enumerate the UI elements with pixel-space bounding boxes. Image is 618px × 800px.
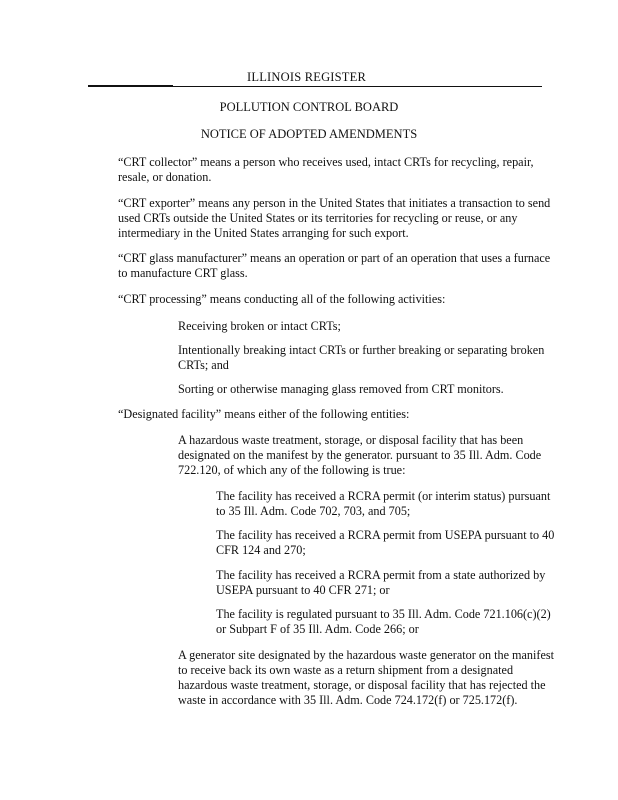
definition-crt-exporter: “CRT exporter” means any person in the United States that initiates a transaction to send used CRTs outside the United States or its territories for recycling or reuse, or any intermediary in the United States arranging for such export. [118,196,551,240]
designated-facility-entity-a: A hazardous waste treatment, storage, or disposal facility that has been designated on the manifest by the generator. pursuant to 35 Ill. Adm. Code 722.120, of which any of the following is true: [178,433,542,477]
list-item: Intentionally breaking intact CRTs or further breaking or separating broken CRTs; and [178,343,545,372]
register-title: ILLINOIS REGISTER [247,70,367,84]
list-item: Sorting or otherwise managing glass removed from CRT monitors. [178,382,504,396]
list-item: The facility is regulated pursuant to 35 Ill. Adm. Code 721.106(c)(2) or Subpart F of 35 Ill. Adm. Code 266; or [216,607,551,636]
definition-crt-collector: “CRT collector” means a person who receives used, intact CRTs for recycling, repair, resale, or donation. [118,155,534,184]
notice-heading: NOTICE OF ADOPTED AMENDMENTS [200,127,418,141]
list-item: The facility has received a RCRA permit from a state authorized by USEPA pursuant to 40 CFR 271; or [216,568,546,597]
list-item: Receiving broken or intact CRTs; [178,319,341,333]
designated-facility-entity-b: A generator site designated by the hazardous waste generator on the manifest to receive back its own waste as a return shipment from a designated hazardous waste treatment, storage, or disposal facility that has rejected the waste in accordance with 35 Ill. Adm. Code 724.172(f) or 725.172(f). [178,648,554,707]
register-header [0,70,618,94]
list-item: The facility has received a RCRA permit (or interim status) pursuant to 35 Ill. Adm. Code 702, 703, and 705; [216,489,551,518]
definition-designated-facility: “Designated facility” means either of the following entities: [118,407,410,421]
list-item: The facility has received a RCRA permit from USEPA pursuant to 40 CFR 124 and 270; [216,528,555,557]
agency-heading: POLLUTION CONTROL BOARD [219,100,399,114]
definition-crt-processing: “CRT processing” means conducting all of the following activities: [118,292,446,306]
header-rule [88,86,542,87]
definition-crt-glass-manufacturer: “CRT glass manufacturer” means an operation or part of an operation that uses a furnace to manufacture CRT glass. [118,251,551,280]
